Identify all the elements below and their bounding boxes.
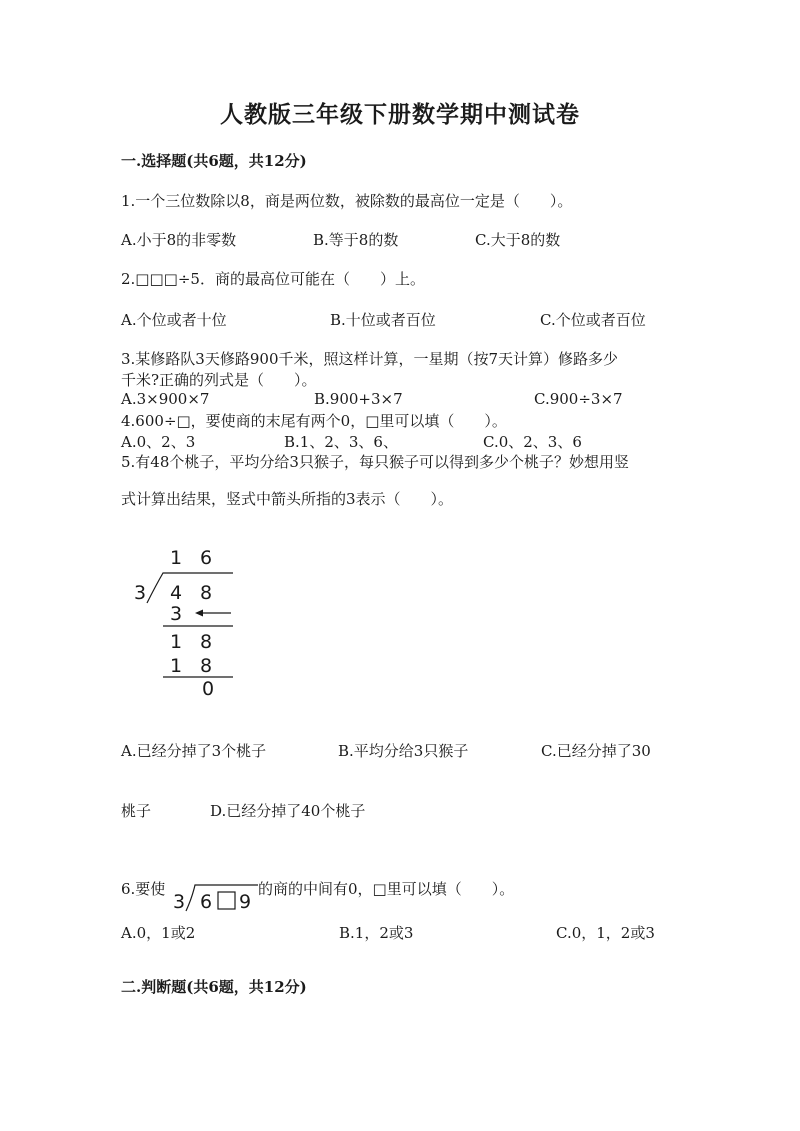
q1-option-c: C.大于8的数: [475, 231, 561, 249]
page-title: 人教版三年级下册数学期中测试卷: [220, 101, 580, 128]
section-heading-judgement: 二.判断题(共6题，共12分): [121, 978, 307, 996]
q1-option-b: B.等于8的数: [313, 231, 399, 249]
subtract-step-digit: 3: [170, 603, 183, 625]
question-6-prefix: 6.要使: [121, 880, 166, 898]
question-4: 4.600÷□，要使商的末尾有两个0，□里可以填（ ）。: [121, 412, 507, 430]
subtract-step-digit: 8: [200, 655, 213, 677]
division-bracket: [147, 573, 233, 603]
question-5-line2: 式计算出结果，竖式中箭头所指的3表示（ ）。: [121, 490, 454, 508]
q5-option-a: A.已经分掉了3个桃子: [121, 742, 267, 760]
divisor-digit: 3: [173, 891, 186, 913]
section-heading-choice: 一.选择题(共6题，共12分): [121, 152, 307, 170]
question-5-line1: 5.有48个桃子，平均分给3只猴子，每只猴子可以得到多少个桃子？妙想用竖: [121, 453, 629, 471]
q5-option-c: C.已经分掉了30: [541, 742, 651, 760]
dividend-digit: 4: [170, 582, 183, 604]
q2-option-b: B.十位或者百位: [330, 311, 436, 329]
q6-option-c: C.0，1，2或3: [556, 924, 655, 942]
question-6-suffix: 的商的中间有0，□里可以填（ ）。: [258, 880, 515, 898]
blank-box-icon: [218, 892, 235, 909]
dividend-digit: 9: [239, 891, 252, 913]
question-3-line1: 3.某修路队3天修路900千米，照这样计算，一星期（按7天计算）修路多少: [121, 350, 619, 368]
arrow-head-icon: [195, 610, 203, 617]
q1-option-a: A.小于8的非零数: [121, 231, 237, 249]
long-division-figure: [125, 540, 245, 705]
dividend-digit: 8: [200, 582, 213, 604]
q2-option-a: A.个位或者十位: [121, 311, 227, 329]
question-2: 2.□□□÷5．商的最高位可能在（ ）上。: [121, 270, 425, 288]
divisor-digit: 3: [134, 582, 147, 604]
q3-option-b: B.900+3×7: [314, 390, 403, 408]
dividend-digit: 6: [200, 891, 213, 913]
q5-option-c-cont: 桃子: [121, 802, 152, 820]
quotient-digit: 1: [170, 547, 183, 569]
partial-digit: 8: [200, 631, 213, 653]
remainder-digit: 0: [202, 678, 215, 700]
question-3-line2: 千米?正确的列式是（ ）。: [121, 371, 317, 389]
q6-option-a: A.0，1或2: [121, 924, 196, 942]
question-1: 1.一个三位数除以8，商是两位数，被除数的最高位一定是（ ）。: [121, 192, 573, 210]
q4-option-b: B.1、2、3、6、: [284, 433, 398, 451]
q3-option-a: A.3×900×7: [121, 390, 210, 408]
subtract-step-digit: 1: [170, 655, 183, 677]
mini-division-figure: [170, 880, 260, 914]
partial-digit: 1: [170, 631, 183, 653]
q2-option-c: C.个位或者百位: [540, 311, 646, 329]
q5-option-d: D.已经分掉了40个桃子: [210, 802, 366, 820]
q4-option-a: A.0、2、3: [121, 433, 196, 451]
q6-option-b: B.1，2或3: [339, 924, 414, 942]
q5-option-b: B.平均分给3只猴子: [338, 742, 469, 760]
q4-option-c: C.0、2、3、6: [483, 433, 582, 451]
quotient-digit: 6: [200, 547, 213, 569]
q3-option-c: C.900÷3×7: [534, 390, 623, 408]
